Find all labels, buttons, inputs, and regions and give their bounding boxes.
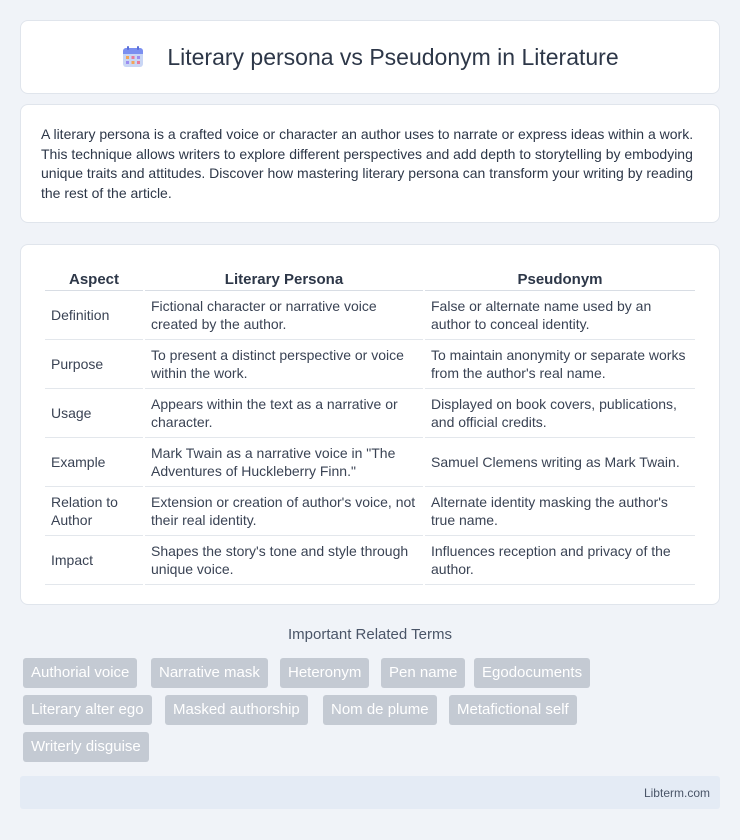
header-card (20, 20, 720, 94)
tag-egodocuments[interactable]: Egodocuments (474, 658, 590, 688)
tag-writerly-disguise[interactable]: Writerly disguise (23, 732, 149, 762)
pseudonym-cell: False or alternate name used by an author to conceal identity. (425, 291, 695, 340)
tag-authorial-voice[interactable]: Authorial voice (23, 658, 137, 688)
comparison-table-card (20, 244, 720, 605)
tag-literary-alter-ego[interactable]: Literary alter ego (23, 695, 152, 725)
tag-heteronym[interactable]: Heteronym (280, 658, 369, 688)
aspect-cell: Usage (45, 389, 143, 438)
footer-site[interactable]: Libterm.com (643, 786, 710, 800)
persona-cell: Fictional character or narrative voice created by the author. (145, 291, 423, 340)
table-row (45, 438, 695, 487)
table-row (45, 291, 695, 340)
intro-card (20, 104, 720, 223)
footer (20, 776, 720, 809)
calendar-app-icon (121, 45, 145, 69)
tag-pen-name[interactable]: Pen name (381, 658, 465, 688)
persona-cell: Extension or creation of author's voice, not their real identity. (145, 487, 423, 536)
persona-cell: Shapes the story's tone and style through unique voice. (145, 536, 423, 585)
intro-text: A literary persona is a crafted voice or character an author uses to narrate or express ideas within a work. This technique allows writers to explore different perspectives and add depth to storytelling by embodying unique traits and attitudes. Discover how mastering literary persona can transform your writing by reading the rest of the article. (41, 126, 694, 201)
pseudonym-cell: Influences reception and privacy of the author. (425, 536, 695, 585)
table-header-row (45, 265, 695, 291)
aspect-cell: Purpose (45, 340, 143, 389)
persona-cell: To present a distinct perspective or voice within the work. (145, 340, 423, 389)
tag-masked-authorship[interactable]: Masked authorship (165, 695, 308, 725)
tag-nom-de-plume[interactable]: Nom de plume (323, 695, 437, 725)
page-title: Literary persona vs Pseudonym in Literature (167, 43, 619, 70)
aspect-cell: Example (45, 438, 143, 487)
table-row (45, 340, 695, 389)
pseudonym-cell: Samuel Clemens writing as Mark Twain. (425, 438, 695, 487)
aspect-cell: Relation to Author (45, 487, 143, 536)
persona-cell: Appears within the text as a narrative or character. (145, 389, 423, 438)
header-literary-persona: Literary Persona (145, 265, 423, 291)
header-pseudonym: Pseudonym (425, 265, 695, 291)
table-row (45, 536, 695, 585)
related-terms-title: Important Related Terms (288, 626, 452, 643)
pseudonym-cell: Alternate identity masking the author's true name. (425, 487, 695, 536)
header-aspect: Aspect (45, 265, 143, 291)
comparison-table (43, 265, 697, 585)
aspect-cell: Definition (45, 291, 143, 340)
pseudonym-cell: Displayed on book covers, publications, and official credits. (425, 389, 695, 438)
tag-metafictional-self[interactable]: Metafictional self (449, 695, 577, 725)
aspect-cell: Impact (45, 536, 143, 585)
persona-cell: Mark Twain as a narrative voice in "The Adventures of Huckleberry Finn." (145, 438, 423, 487)
table-row (45, 487, 695, 536)
tag-narrative-mask[interactable]: Narrative mask (151, 658, 268, 688)
pseudonym-cell: To maintain anonymity or separate works from the author's real name. (425, 340, 695, 389)
table-row (45, 389, 695, 438)
